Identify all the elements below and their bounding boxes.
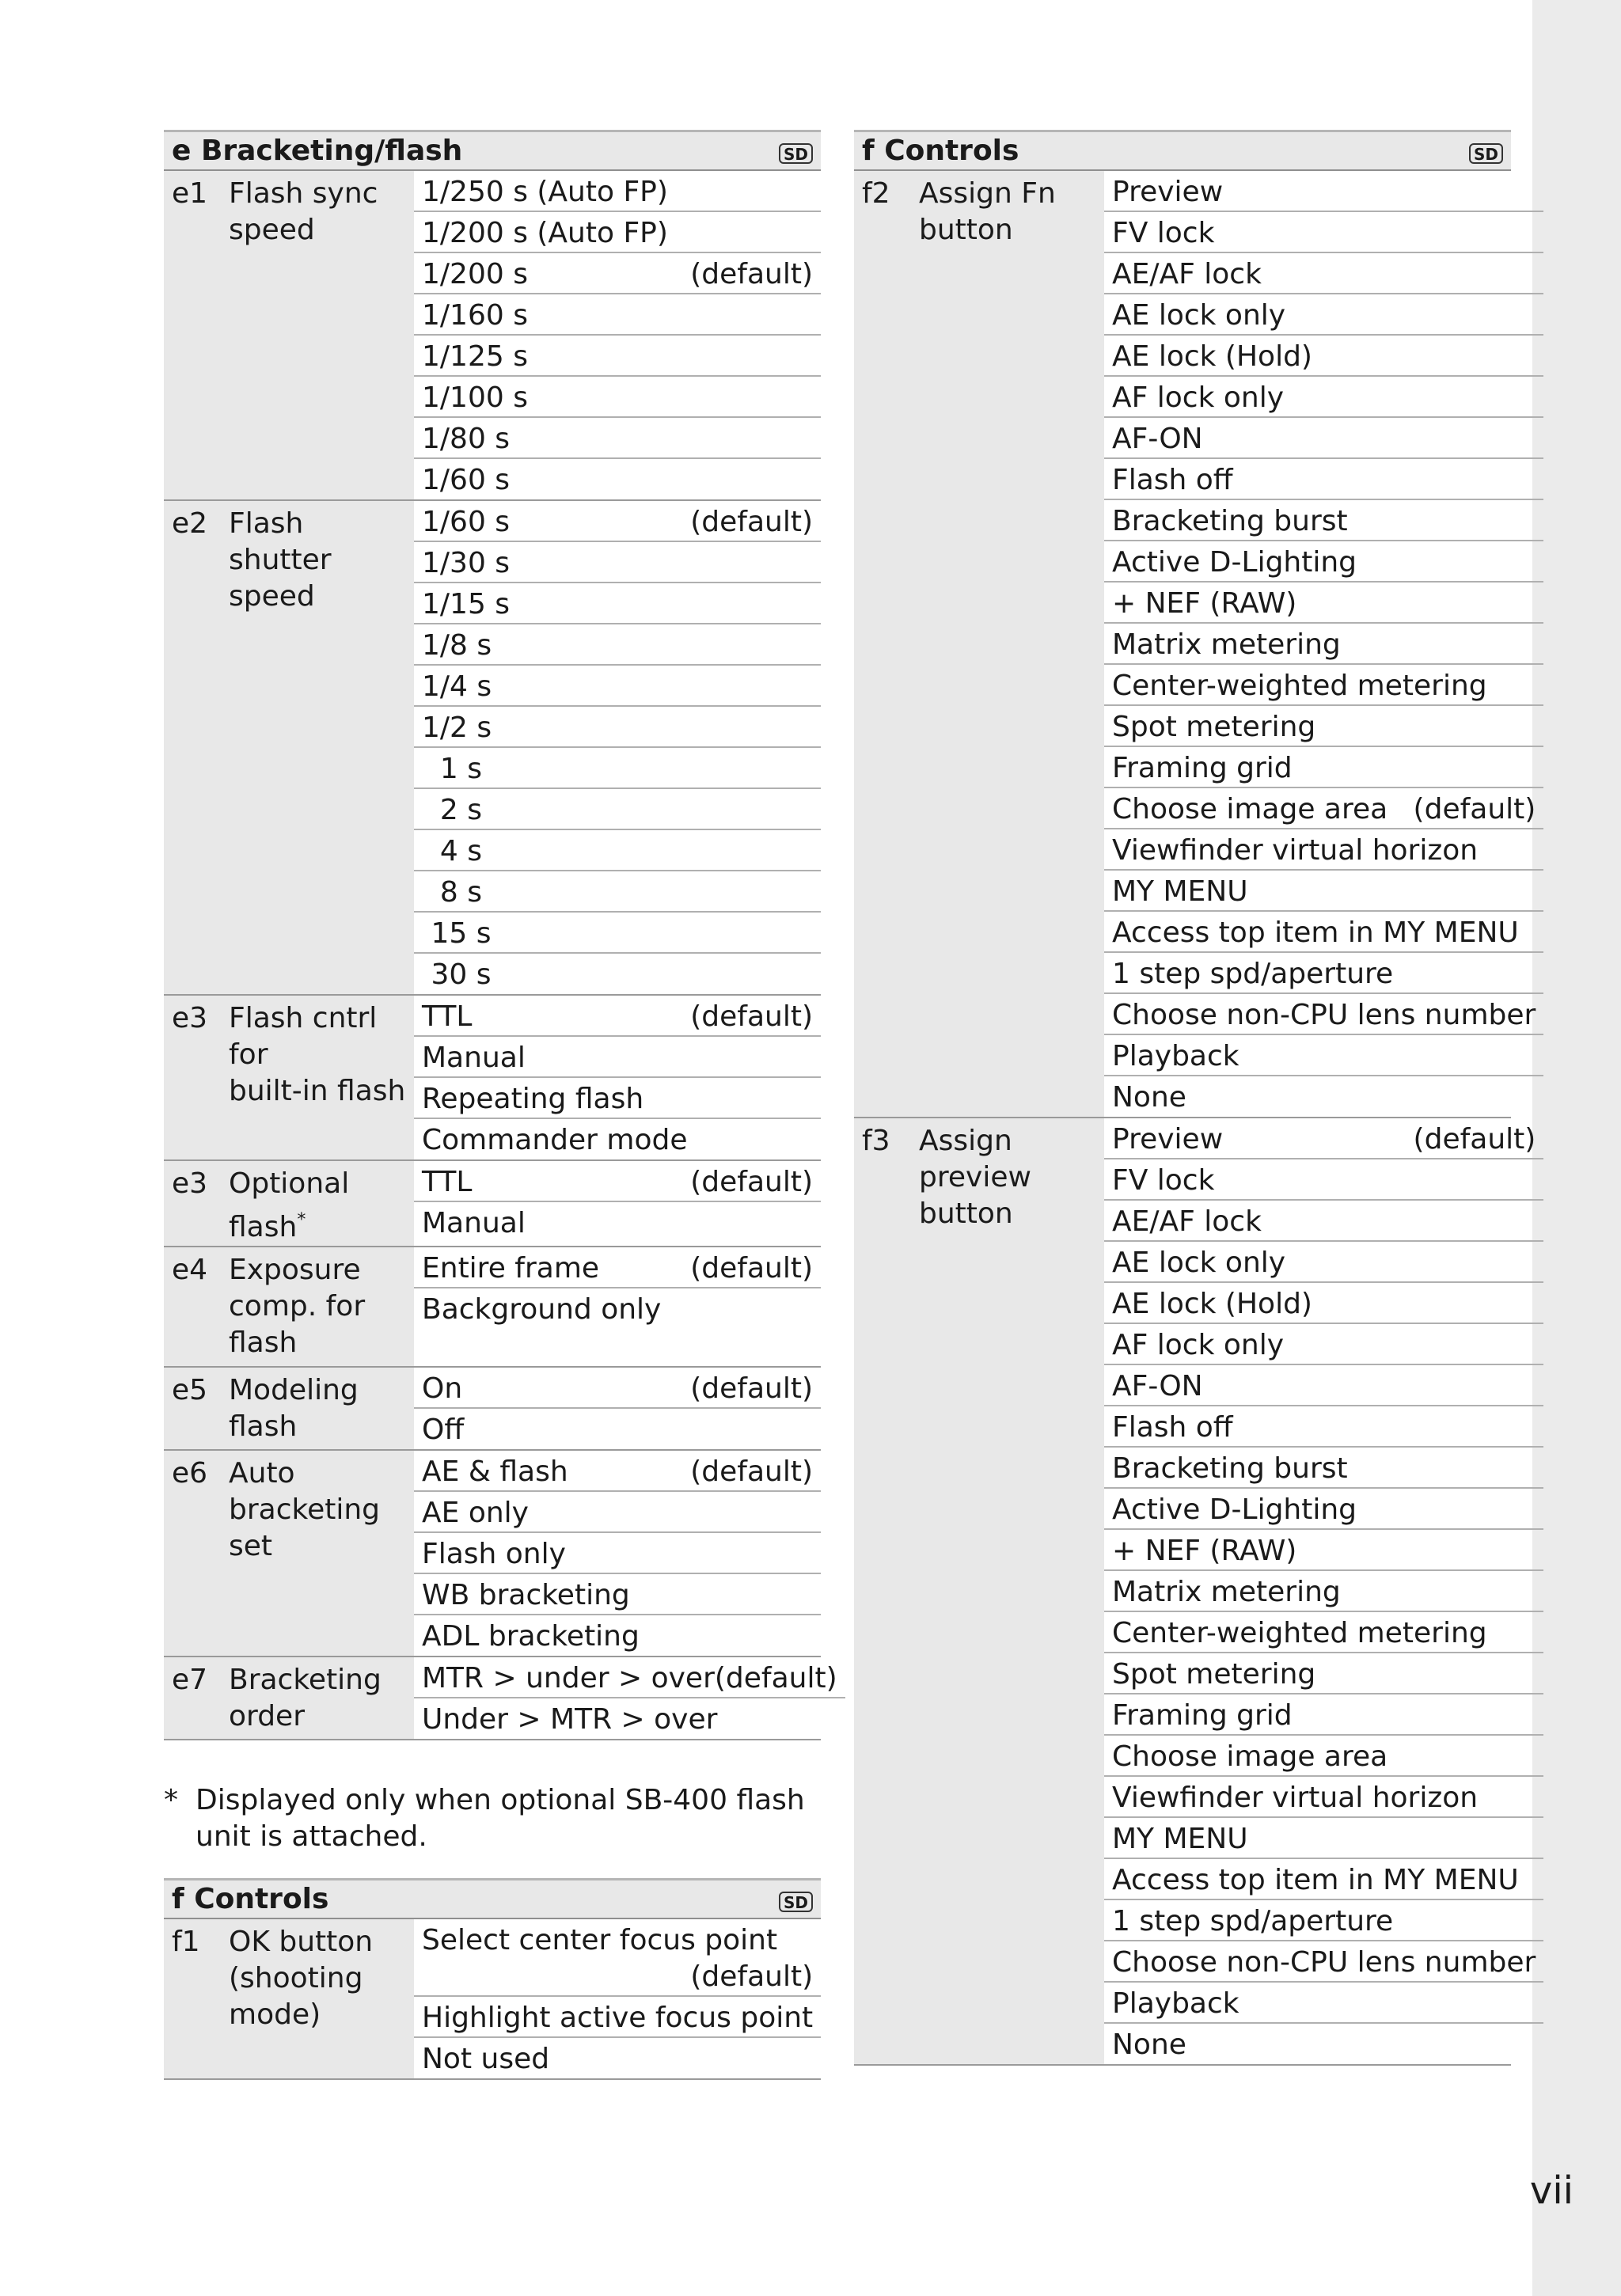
table-f-controls-left [164,1878,821,2080]
option-row [1104,171,1543,212]
setting-row [164,171,821,501]
options-cell [1104,171,1543,1117]
option-label: MY MENU [1112,1823,1248,1855]
option-row [414,996,821,1037]
default-marker: (default) [690,1252,813,1285]
setting-id-cell [164,501,414,994]
setting-id-cell [164,1919,414,2078]
option-row [1104,1777,1543,1818]
setting-name [229,996,414,1110]
option-row [414,1202,821,1243]
option-label: Repeating flash [422,1083,644,1115]
section-title: e Bracketing/flash [172,135,463,167]
option-row [414,418,821,459]
option-label: Preview [1112,176,1224,208]
options-cell [414,1657,845,1739]
option-row [1104,1283,1543,1324]
option-row [414,830,821,871]
option-row [1104,1571,1543,1612]
option-row [1104,912,1543,953]
options-cell [414,1161,821,1246]
option-row [414,1119,821,1159]
option-label: Playback [1112,1987,1239,2020]
option-row [1104,500,1543,541]
option-label: AE/AF lock [1112,1205,1262,1238]
setting-row [164,1919,821,2080]
option-label: 1/200 s [422,258,528,290]
default-marker: (default) [714,1662,837,1694]
option-row [1104,1900,1543,1941]
option-row [414,1997,821,2038]
setting-id-cell [854,1118,1104,2064]
default-marker: (default) [690,1455,813,1488]
option-label: + NEF (RAW) [1112,587,1297,620]
page-margin-band [1529,0,1621,2296]
option-label: 1/125 s [422,340,528,373]
option-row [1104,1118,1543,1159]
setting-name [229,501,414,615]
option-label: Viewfinder virtual horizon [1112,1782,1479,1814]
setting-row [164,1451,821,1657]
default-marker: (default) [1413,1123,1536,1156]
options-cell [414,1368,821,1449]
table-e-bracketing-flash [164,130,837,1740]
option-row [1104,2024,1543,2064]
option-label: 1 s [422,753,482,785]
option-row [1104,1365,1543,1406]
option-label: None [1112,2028,1186,2061]
option-row [414,1919,821,1997]
option-label: AF-ON [1112,1370,1203,1402]
section-title: f Controls [172,1883,329,1915]
setting-row [164,1247,821,1368]
setting-code: f1 [172,1926,200,1958]
option-row [414,871,821,913]
option-label: 1 step spd/aperture [1112,1905,1394,1937]
default-marker: (default) [690,1166,813,1198]
setting-name-text: Flash cntrl for built-in flash [229,1002,406,1107]
setting-row [164,1161,821,1247]
option-label: Access top item in MY MENU [1112,1864,1519,1896]
option-row [1104,1859,1543,1900]
option-row [1104,1983,1543,2024]
setting-name-text: Bracketing order [229,1664,382,1732]
default-marker: (default) [1413,793,1536,825]
setting-id-cell [164,1247,414,1366]
setting-row [164,1368,821,1451]
option-row [414,377,821,418]
setting-name [229,1161,414,1246]
sd-icon: SD [779,143,813,164]
option-label: MTR > under > over [422,1662,715,1694]
option-row [1104,994,1543,1035]
option-label: AE & flash [422,1455,568,1488]
option-row [1104,1406,1543,1448]
option-label: Active D-Lighting [1112,1493,1357,1526]
option-row [1104,1242,1543,1283]
option-row [1104,1694,1543,1736]
options-cell [414,1919,821,2078]
option-label: Center-weighted metering [1112,1617,1487,1649]
sd-icon: SD [1469,143,1503,164]
option-label: 15 s [422,917,492,950]
footnote-mark: * [164,1784,178,1816]
option-row [414,294,821,336]
option-row [414,459,821,499]
setting-name-text: OK button (shooting mode) [229,1926,374,2031]
option-row [1104,871,1543,912]
options-cell [414,501,821,994]
setting-name [919,171,1104,249]
option-label: 1/200 s (Auto FP) [422,217,668,249]
option-label: 2 s [422,794,482,826]
option-row [1104,706,1543,747]
option-label: AE/AF lock [1112,258,1262,290]
option-row [414,253,821,294]
option-label: AE lock only [1112,299,1286,332]
option-label: 1/80 s [422,423,511,455]
setting-id-cell [164,171,414,499]
option-label: Manual [422,1042,526,1074]
setting-code: f3 [862,1125,890,1157]
options-cell [414,1247,821,1366]
setting-name [229,1919,414,2033]
option-label: Highlight active focus point [422,2002,814,2034]
option-label: 1/8 s [422,629,492,662]
option-label: 1 step spd/aperture [1112,958,1394,990]
option-label: 8 s [422,876,482,909]
option-row [414,1078,821,1119]
option-label: Active D-Lighting [1112,546,1357,579]
option-label: 30 s [422,958,492,991]
option-label: FV lock [1112,217,1215,249]
setting-name-text: Assign preview button [919,1125,1031,1230]
option-row [1104,418,1543,459]
setting-code: e3 [172,1002,208,1034]
setting-name-text: Flash sync speed [229,177,378,246]
option-label: Entire frame [422,1252,600,1285]
option-label: 1/30 s [422,547,511,579]
option-row [1104,829,1543,871]
table-f-controls-right [854,130,1536,2066]
option-row [1104,1035,1543,1076]
option-label: Viewfinder virtual horizon [1112,834,1479,867]
option-label: MY MENU [1112,875,1248,908]
option-label: Spot metering [1112,711,1316,743]
option-row [1104,212,1543,253]
option-row [1104,253,1543,294]
option-label: Center-weighted metering [1112,670,1487,702]
option-label: Flash off [1112,464,1233,496]
setting-name-text: Optional flash [229,1167,350,1243]
option-row [414,913,821,954]
option-row [414,789,821,830]
option-row [1104,377,1543,418]
option-row [1104,1653,1543,1694]
setting-code: e4 [172,1254,208,1286]
setting-code: e5 [172,1374,208,1406]
option-label: Manual [422,1207,526,1239]
option-label: Playback [1112,1040,1239,1072]
option-row [1104,583,1543,624]
option-row [414,501,821,542]
option-row [1104,294,1543,336]
setting-name [229,171,414,249]
option-row [414,1657,845,1698]
setting-code: e2 [172,507,208,540]
option-row [414,1698,845,1739]
options-cell [414,1451,821,1656]
setting-name [229,1451,414,1565]
setting-row [164,501,821,996]
option-label: Spot metering [1112,1658,1316,1691]
option-label: Framing grid [1112,1699,1293,1732]
default-marker: (default) [690,258,813,290]
setting-id-cell [164,996,414,1159]
setting-id-cell [164,1451,414,1656]
option-label: 1/4 s [422,670,492,703]
setting-id-cell [854,171,1104,1117]
option-row [414,624,821,666]
section-header [854,130,1511,171]
option-row [1104,1159,1543,1201]
option-row [414,171,821,212]
option-row [1104,624,1543,665]
option-row [1104,747,1543,788]
option-row [414,1247,821,1288]
footnote [164,1782,821,1855]
setting-name [919,1118,1104,1232]
option-label: 4 s [422,835,482,867]
option-label: AF lock only [1112,1329,1285,1361]
option-label: 1/60 s [422,464,511,496]
option-row [414,1161,821,1202]
option-label: Bracketing burst [1112,505,1348,537]
option-row [414,1368,821,1409]
option-label: AE only [422,1497,529,1529]
option-row [1104,1448,1543,1489]
option-row [1104,1530,1543,1571]
option-row [1104,1076,1543,1117]
option-label: TTL [422,1166,473,1198]
option-row [1104,1818,1543,1859]
option-label: Choose non-CPU lens number [1112,999,1536,1031]
option-row [414,1533,821,1574]
option-label: Flash off [1112,1411,1233,1444]
option-label: Framing grid [1112,752,1293,784]
setting-id-cell [164,1657,414,1739]
option-row [414,336,821,377]
setting-id-cell [164,1368,414,1449]
default-marker: (default) [690,1000,813,1033]
section-header [164,1878,821,1919]
option-row [1104,1612,1543,1653]
option-label: 1/250 s (Auto FP) [422,176,668,208]
option-label: 1/160 s [422,299,528,332]
option-label: On [422,1372,463,1405]
setting-code: e1 [172,177,208,210]
option-label: 1/100 s [422,381,528,414]
setting-name-text: Modeling flash [229,1374,359,1443]
option-row [414,1037,821,1078]
options-cell [1104,1118,1543,2064]
setting-row [854,1118,1536,2066]
option-label: Select center focus point [422,1924,778,1956]
option-label: Access top item in MY MENU [1112,917,1519,949]
setting-id-cell [164,1161,414,1246]
footnote-text: Displayed only when optional SB-400 flash unit is attached. [196,1784,805,1853]
option-row [414,1288,821,1366]
option-row [1104,1201,1543,1242]
option-label: Under > MTR > over [422,1703,718,1736]
option-row [414,583,821,624]
setting-name [229,1368,414,1445]
setting-code: e6 [172,1457,208,1490]
option-row [1104,788,1543,829]
option-label: Choose image area [1112,793,1388,825]
default-marker: (default) [690,506,813,538]
option-row [414,212,821,253]
option-label: AF-ON [1112,423,1203,455]
setting-row [164,1657,837,1740]
option-label: + NEF (RAW) [1112,1535,1297,1567]
page-number: vii [1529,2169,1574,2213]
option-row [414,542,821,583]
option-row [1104,336,1543,377]
option-label: Preview [1112,1123,1224,1156]
option-label: Choose non-CPU lens number [1112,1946,1536,1979]
option-label: ADL bracketing [422,1620,640,1653]
option-row [414,748,821,789]
option-label: Bracketing burst [1112,1452,1348,1485]
option-label: Matrix metering [1112,1576,1341,1608]
default-marker: (default) [690,1960,814,1993]
setting-code: e7 [172,1664,208,1696]
option-row [1104,1324,1543,1365]
sd-icon: SD [779,1892,813,1912]
setting-name [229,1657,414,1735]
section-title: f Controls [862,135,1019,167]
option-row [414,707,821,748]
option-label: Off [422,1414,465,1446]
option-label: None [1112,1081,1186,1114]
footnote-marker: * [297,1210,306,1230]
option-row [1104,1941,1543,1983]
option-row [414,666,821,707]
option-row [1104,1736,1543,1777]
option-label: 1/15 s [422,588,511,620]
option-label: AF lock only [1112,381,1285,414]
options-cell [414,171,821,499]
setting-code: e3 [172,1167,208,1200]
option-row [1104,665,1543,706]
option-label: AE lock (Hold) [1112,340,1312,373]
option-label: AE lock only [1112,1247,1286,1279]
option-row [414,1409,821,1449]
setting-name-text: Flash shutter speed [229,507,332,613]
option-label: FV lock [1112,1164,1215,1197]
option-row [1104,1489,1543,1530]
option-label: Matrix metering [1112,628,1341,661]
option-label: TTL [422,1000,473,1033]
setting-name [229,1247,414,1361]
setting-code: f2 [862,177,890,210]
option-row [414,1492,821,1533]
option-label: WB bracketing [422,1579,630,1611]
section-header [164,130,821,171]
setting-name-text: Assign Fn button [919,177,1056,246]
option-row [414,954,821,994]
setting-name-text: Exposure comp. for flash [229,1254,366,1359]
setting-row [164,996,821,1161]
setting-name-text: Auto bracketing set [229,1457,381,1562]
option-row [414,1451,821,1492]
option-label: Commander mode [422,1124,688,1156]
option-row [414,1615,821,1656]
option-label: 1/60 s [422,506,511,538]
option-label: 1/2 s [422,712,492,744]
option-row [1104,953,1543,994]
option-row [1104,541,1543,583]
option-row [1104,459,1543,500]
option-label: AE lock (Hold) [1112,1288,1312,1320]
options-cell [414,996,821,1159]
option-label: Background only [422,1293,662,1326]
setting-row [854,171,1536,1118]
option-label: Choose image area [1112,1740,1388,1773]
option-label: Not used [422,2043,550,2075]
default-marker: (default) [690,1372,813,1405]
option-row [414,2038,821,2078]
option-label: Flash only [422,1538,566,1570]
option-row [414,1574,821,1615]
